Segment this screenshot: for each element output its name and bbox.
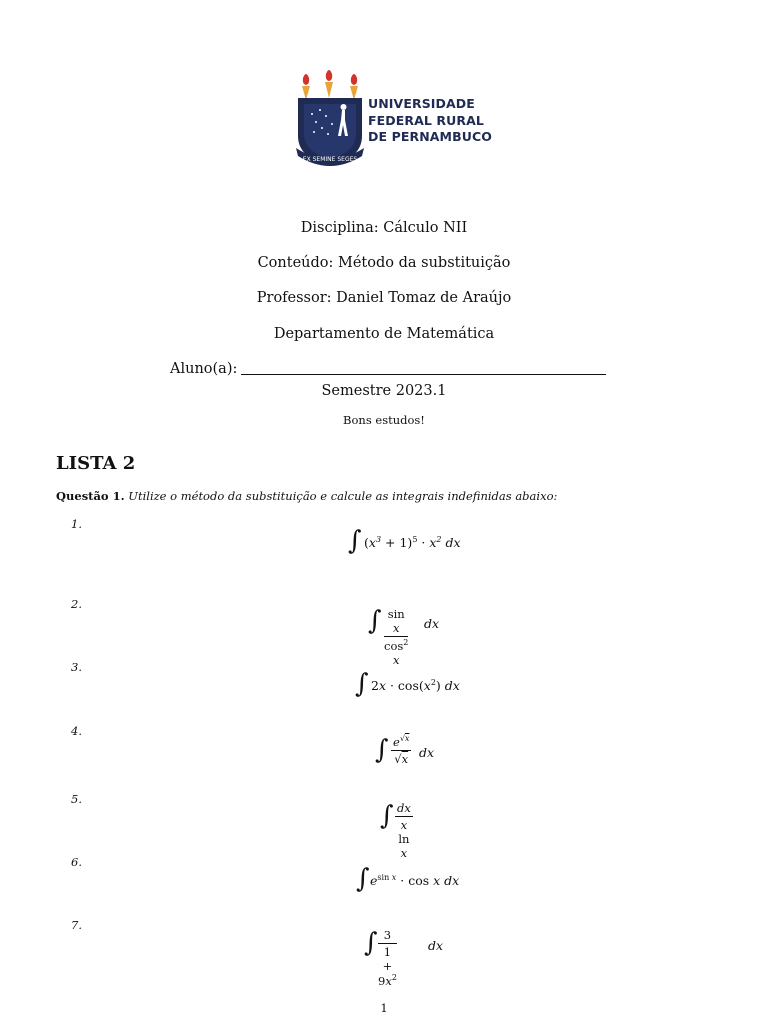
conteudo: Conteúdo: Método da substituição [257,255,511,271]
integral-sign-icon: ∫ [380,801,394,831]
university-name-line-2: FEDERAL RURAL [368,112,484,128]
question-label: Questão 1. [56,489,125,503]
item-number-2: 2. [71,597,82,611]
disciplina: Disciplina: Cálculo NII [300,220,468,236]
crest-icon [292,70,372,180]
departamento: Departamento de Matemática [273,326,495,342]
page-number: 1 [380,1001,388,1015]
semestre: Semestre 2023.1 [321,383,447,399]
professor: Professor: Daniel Tomaz de Araújo [256,290,512,306]
item-number-5: 5. [71,792,82,806]
item-number-6: 6. [71,855,82,869]
item-number-3: 3. [71,660,82,674]
integral-sign-icon: ∫ [348,526,362,556]
saudacao: Bons estudos! [343,413,425,427]
university-name-line-3: DE PERNAMBUCO [368,129,492,144]
item-number-7: 7. [71,918,82,932]
university-name [368,96,492,146]
question-1 [56,489,557,503]
svg-text:EX SEMINE SEGES: EX SEMINE SEGES [302,156,358,163]
question-text: Utilize o método da substituição e calcule as integrais indefinidas abaixo: [128,489,558,503]
integral-sign-icon: ∫ [368,606,382,636]
item-number-1: 1. [71,517,82,531]
list-title: LISTA 2 [56,453,136,474]
integral-sign-icon: ∫ [364,928,378,958]
integral-sign-icon: ∫ [356,864,370,894]
aluno-name-line[interactable] [241,374,606,375]
aluno-label: Aluno(a): [170,361,238,377]
integral-sign-icon: ∫ [355,669,369,699]
integral-sign-icon: ∫ [375,735,389,765]
item-number-4: 4. [71,724,82,738]
university-name-line-1: UNIVERSIDADE [368,96,475,111]
